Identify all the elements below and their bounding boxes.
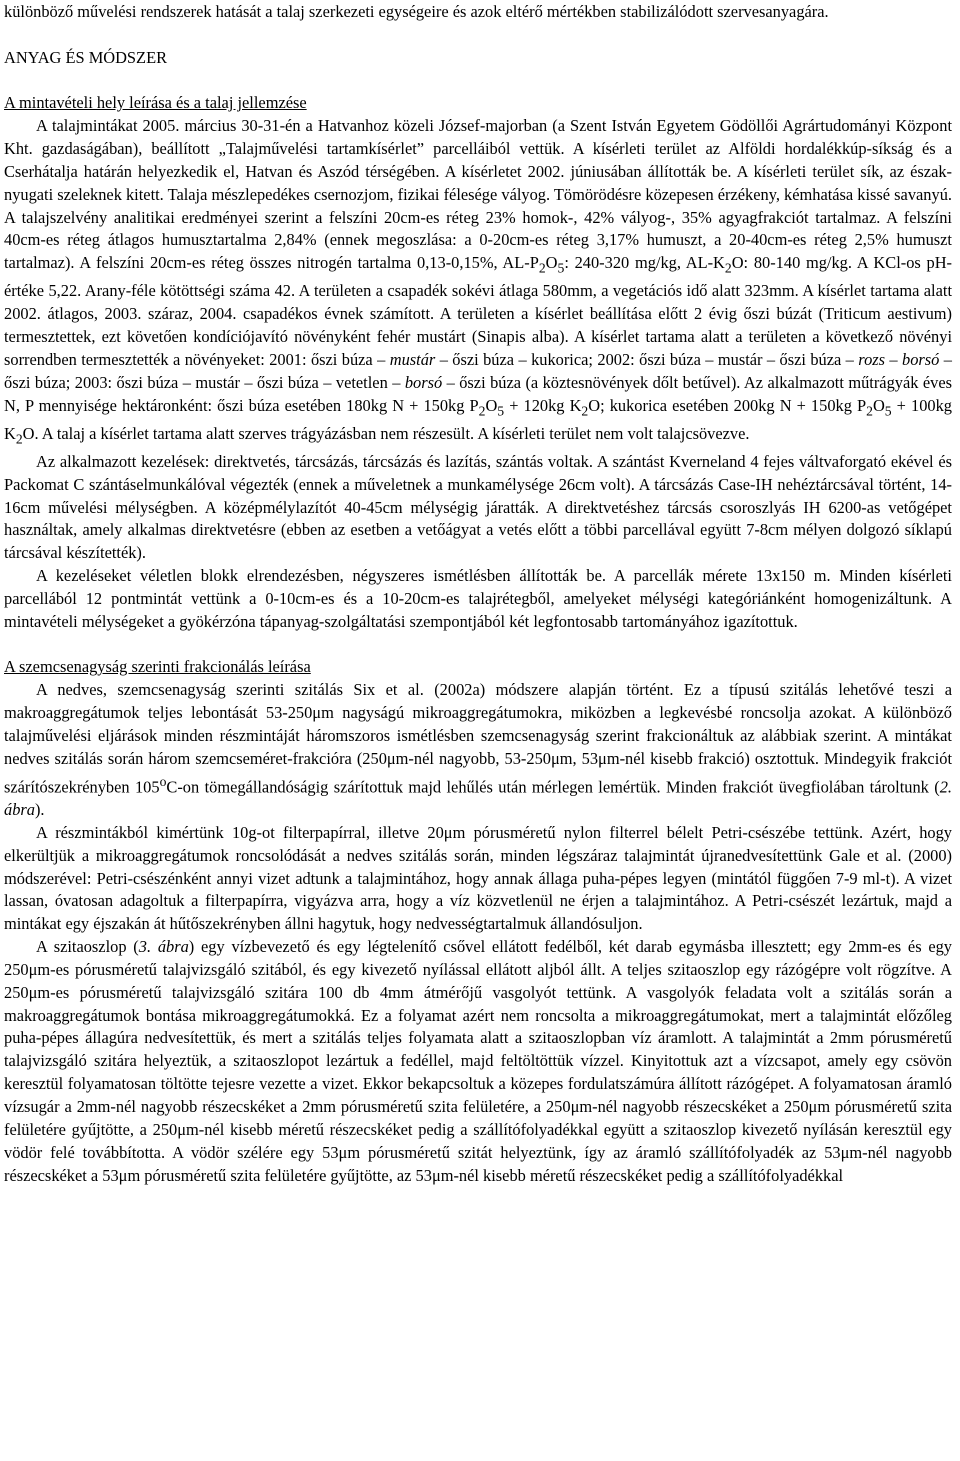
italic-crop: borsó — [404, 372, 443, 392]
subscript: 2 — [581, 402, 589, 418]
fractionation-paragraph-3: A szitaoszlop (3. ábra) egy vízbevezető és egy légtelenítő csővel ellátott fedélből, két darab egymásba illesztett; egy 2mm-es és egy 250μm-es pórusméretű talajvizsgáló szitából, és egy kivezető nyílással ellátott aljból állt. A teljes szitaoszlop egy rázógépre volt rögzítve. A 250μm-es pórusméretű talajvizsgáló szitára 100 db 4mm átmérőjű vasgolyót tettünk. A vasgolyók feladata volt a szitálás során a makroaggregátumok bontása mikroaggregátumokká. Ez a folyamat azért nem roncsolta a mikroaggregátumokat, mert a talajmintát előzőleg puha-pépes állagúra nedvesítettük, és mert a szitálás teljes folyamata alatt a szitaoszlopban víz áramlott. A talajmintát a 2mm pórusméretű talajvizsgáló szitára helyeztük, a szitaoszlopot lezártuk a fedéllel, majd feltöltöttük vízzel. Kinyitottuk azt a vízcsapot, amely egy csövön keresztül folyamatosan töltötte tejesre vezette a vizet. Ekkor bekapcsoltuk a közepes fordulatszámúra állított rázógépet. A folyamatosan áramló vízsugár a 2mm-nél nagyobb részecskéket a 2mm pórusméretű szita felületére, a 250μm-nél nagyobb részecskéket a 250μm pórusméretű szita felületére gyűjtötte, a 250μm-nél kisebb méretű részecskéket pedig a szállítófolyadékkal együtt a szitaoszlop kivezető nyílásán keresztül egy vödör felé továbbította. A vödör szélére egy 53μm pórusméretű szitát helyeztünk, így az áramló szállítófolyadék az 53μm-nél nagyobb részecskéket a 53μm pórusméretű szita felületére gyűjtötte, az 53μm-nél kisebb méretű részecskéket pedig a szállítófolyadékkal — [4, 937, 953, 1185]
subscript: 2 — [15, 431, 23, 447]
fractionation-paragraph-2: A részmintákból kimértünk 10g-ot filterpapírral, illetve 20μm pórusméretű nylon filterrel bélelt Petri-csészébe tettünk. Azért, hogy elkerültjük a mikroaggregátumok roncsolódását a nedves szitálás során, minden légszáraz talajmintát újranedvesítettünk Gale et al. (2000) módszerével: Petri-csészénként annyi vizet adtunk a talajmintához, hogy annak állaga puha-pépes legyen (mintától függően 7-9 ml-t). A vizet lassan, óvatosan adagoltuk a filterpapírra, vigyázva arra, hogy a víz közvetlenül ne érjen a talajmintához. A Petri-csészét lezártuk, majd a mintákat egy éjszakán át hűtőszekrényben állni hagytuk, hogy nedvességtartalmuk állandósuljon. — [4, 822, 952, 934]
sampling-paragraph: A kezeléseket véletlen blokk elrendezésben, négyszeres ismétlésben állították be. A parcellák mérete 13x150 m. Minden kísérleti parcellából 12 pontmintát vettünk a 0-10cm-es és a 10-20cm-es talajrétegből, amelyeket mélységi kategóriánként homogenizáltunk. A mintavételi mélységeket a gyökérzóna tápanyag-szolgáltatási szempontjából két legfontosabb tartományához igazítottuk. — [4, 566, 952, 631]
figure-reference: 2. ábra — [4, 777, 952, 819]
fractionation-subtitle: A szemcsenagyság szerinti frakcionálás leírása — [4, 657, 311, 677]
subscript: 2 — [478, 402, 486, 418]
document-page — [0, 1, 960, 1461]
subscript: 2 — [866, 402, 873, 418]
subscript: 5 — [884, 402, 892, 418]
superscript: o — [159, 773, 167, 789]
section-title: ANYAG ÉS MÓDSZER — [4, 47, 168, 67]
figure-reference: 3. ábra — [138, 937, 189, 957]
subscript: 5 — [557, 260, 565, 276]
italic-crop: rozs – borsó — [858, 349, 940, 369]
subscript: 2 — [538, 260, 546, 276]
subscript: 5 — [497, 402, 505, 418]
fractionation-paragraph-1: A nedves, szemcsenagyság szerinti szitálás Six et al. (2002a) módszere alapján történt. Ez a típusú szitálás lehetővé teszi a makroaggregátumok teljes lebontását 53-250μm nagyságú mikroaggregátumokra, miközben a legkevésbé roncsolja azokat. A különböző talajművelési eljárások minden részmintáját háromszoros ismétlésben szemcsenagyság szerint frakcionáltuk az alábbiak szerint. A mintákat nedves szitálás során három szemcseméret-frakcióra (250μm-nél nagyobb, 53-250μm, 53μm-nél kisebb frakció) osztottuk. Mindegyik frakciót szárítószekrényben 105$^o$C-on tömegállandóságig szárítottuk majd lehűlés után mérlegen lemértük. Minden frakciót üvegfiolában tároltunk (2. ábra). — [4, 680, 952, 819]
spacer — [4, 70, 952, 93]
subscript: 2 — [724, 260, 732, 276]
site-subtitle: A mintavételi hely leírása és a talaj jellemzése — [4, 93, 307, 113]
treatments-paragraph: Az alkalmazott kezelések: direktvetés, tárcsázás, tárcsázás és lazítás, szántás voltak. A szántást Kverneland 4 fejes váltvaforgató ekével és Packomat C szántáselmunkálóval végezték (ennek a műveletnek a munkamélysége 26cm volt). A tárcsázás Case-IH nehéztárcsával történt, 14-16cm művelési mélységben. A középmélylazítót 40-45cm mélységig járatták. A direktvetéshez tárcsás csoroszlyás IH 6200-as vetőgépet használtak, amely alkalmas direktvetésre (ebben az esetben a vetőágyat a vetés előtt a többi parcellával együtt 7-8cm mélyen dolgozó síklapú tárcsával készítették). — [4, 451, 952, 563]
site-paragraph: A talajmintákat 2005. március 30-31-én a Hatvanhoz közeli József-majorban (a Szent István Egyetem Gödöllői Agrártudományi Központ Kht. gazdaságában), beállított „Talajművelési tartamkísérlet” parcelláiból vettük. A kísérleti terület az Alföldi hordalékkúp-síkság és a Cserhátalja határán helyezkedik el, Hatvan és Aszód térségében. A kísérletet 2002. júniusában állították be. A kísérleti terület sík, az észak-nyugati szeleknek kitett. Talaja mészlepedékes csernozjom, fizikai félesége vályog. Tömörödésre közepesen érzékeny, kémhatása kissé savanyú. A talajszelvény analitikai eredményei szerint a felszíni 20cm-es réteg 23% homok-, 42% vályog-, 35% agyagfrakciót tartalmaz. A felszíni 40cm-es réteg átlagos humusztartalma 2,84% (ennek megoszlása: a 0-20cm-es réteg 3,17% humuszt, a 20-40cm-es réteg 2,5% humuszt tartalmaz). A felszíni 20cm-es réteg összes nitrogén tartalma 0,13-0,15%, $AL-P_2O_5$: 240-320 mg/kg, $AL-K_2O$: 80-140 mg/kg. A KCl-os pH-értéke 5,22. Arany-féle kötöttségi száma 42. A területen a csapadék sokévi átlaga 580mm, a vegetációs idő alatt 323mm. A kísérlet tartama alatt 2002. átlagos, 2003. száraz, 2004. csapadékos évnek számított. A területen a kísérlet beállítása előtt 2 évig őszi búzát (Triticum aestivum) termesztettek, ezt követően kondíciójavító növényként fehér mustárt (Sinapis alba). A kísérlet tartama alatt a területen a következő növényi sorrendben termesztették a növényeket: 2001: őszi búza – mustár – őszi búza – kukorica; 2002: őszi búza – mustár – őszi búza – rozs – borsó – őszi búza; 2003: őszi búza – mustár – őszi búza – vetetlen – borsó – őszi búza (a köztesnövények dőlt betűvel). Az alkalmazott műtrágyák éves N, P mennyisége hektáronként: őszi búza esetében 180kg N + 150kg $P_2O_5 + 120kg$ $K_2O$; kukorica esetében 200kg N + 150kg $P_2O_5 + 100kg$ $K_2O$. A talaj a kísérlet tartama alatt szerves trágyázásban nem részesült. A kísérleti terület nem volt talajcsövezve. — [4, 116, 952, 447]
spacer — [4, 634, 952, 657]
spacer — [4, 24, 952, 47]
intro-paragraph: különböző művelési rendszerek hatását a talaj szerkezeti egységeire és azok eltérő mértékben stabilizálódott szervesanyagára. — [4, 2, 829, 21]
italic-crop: mustár — [389, 349, 436, 369]
